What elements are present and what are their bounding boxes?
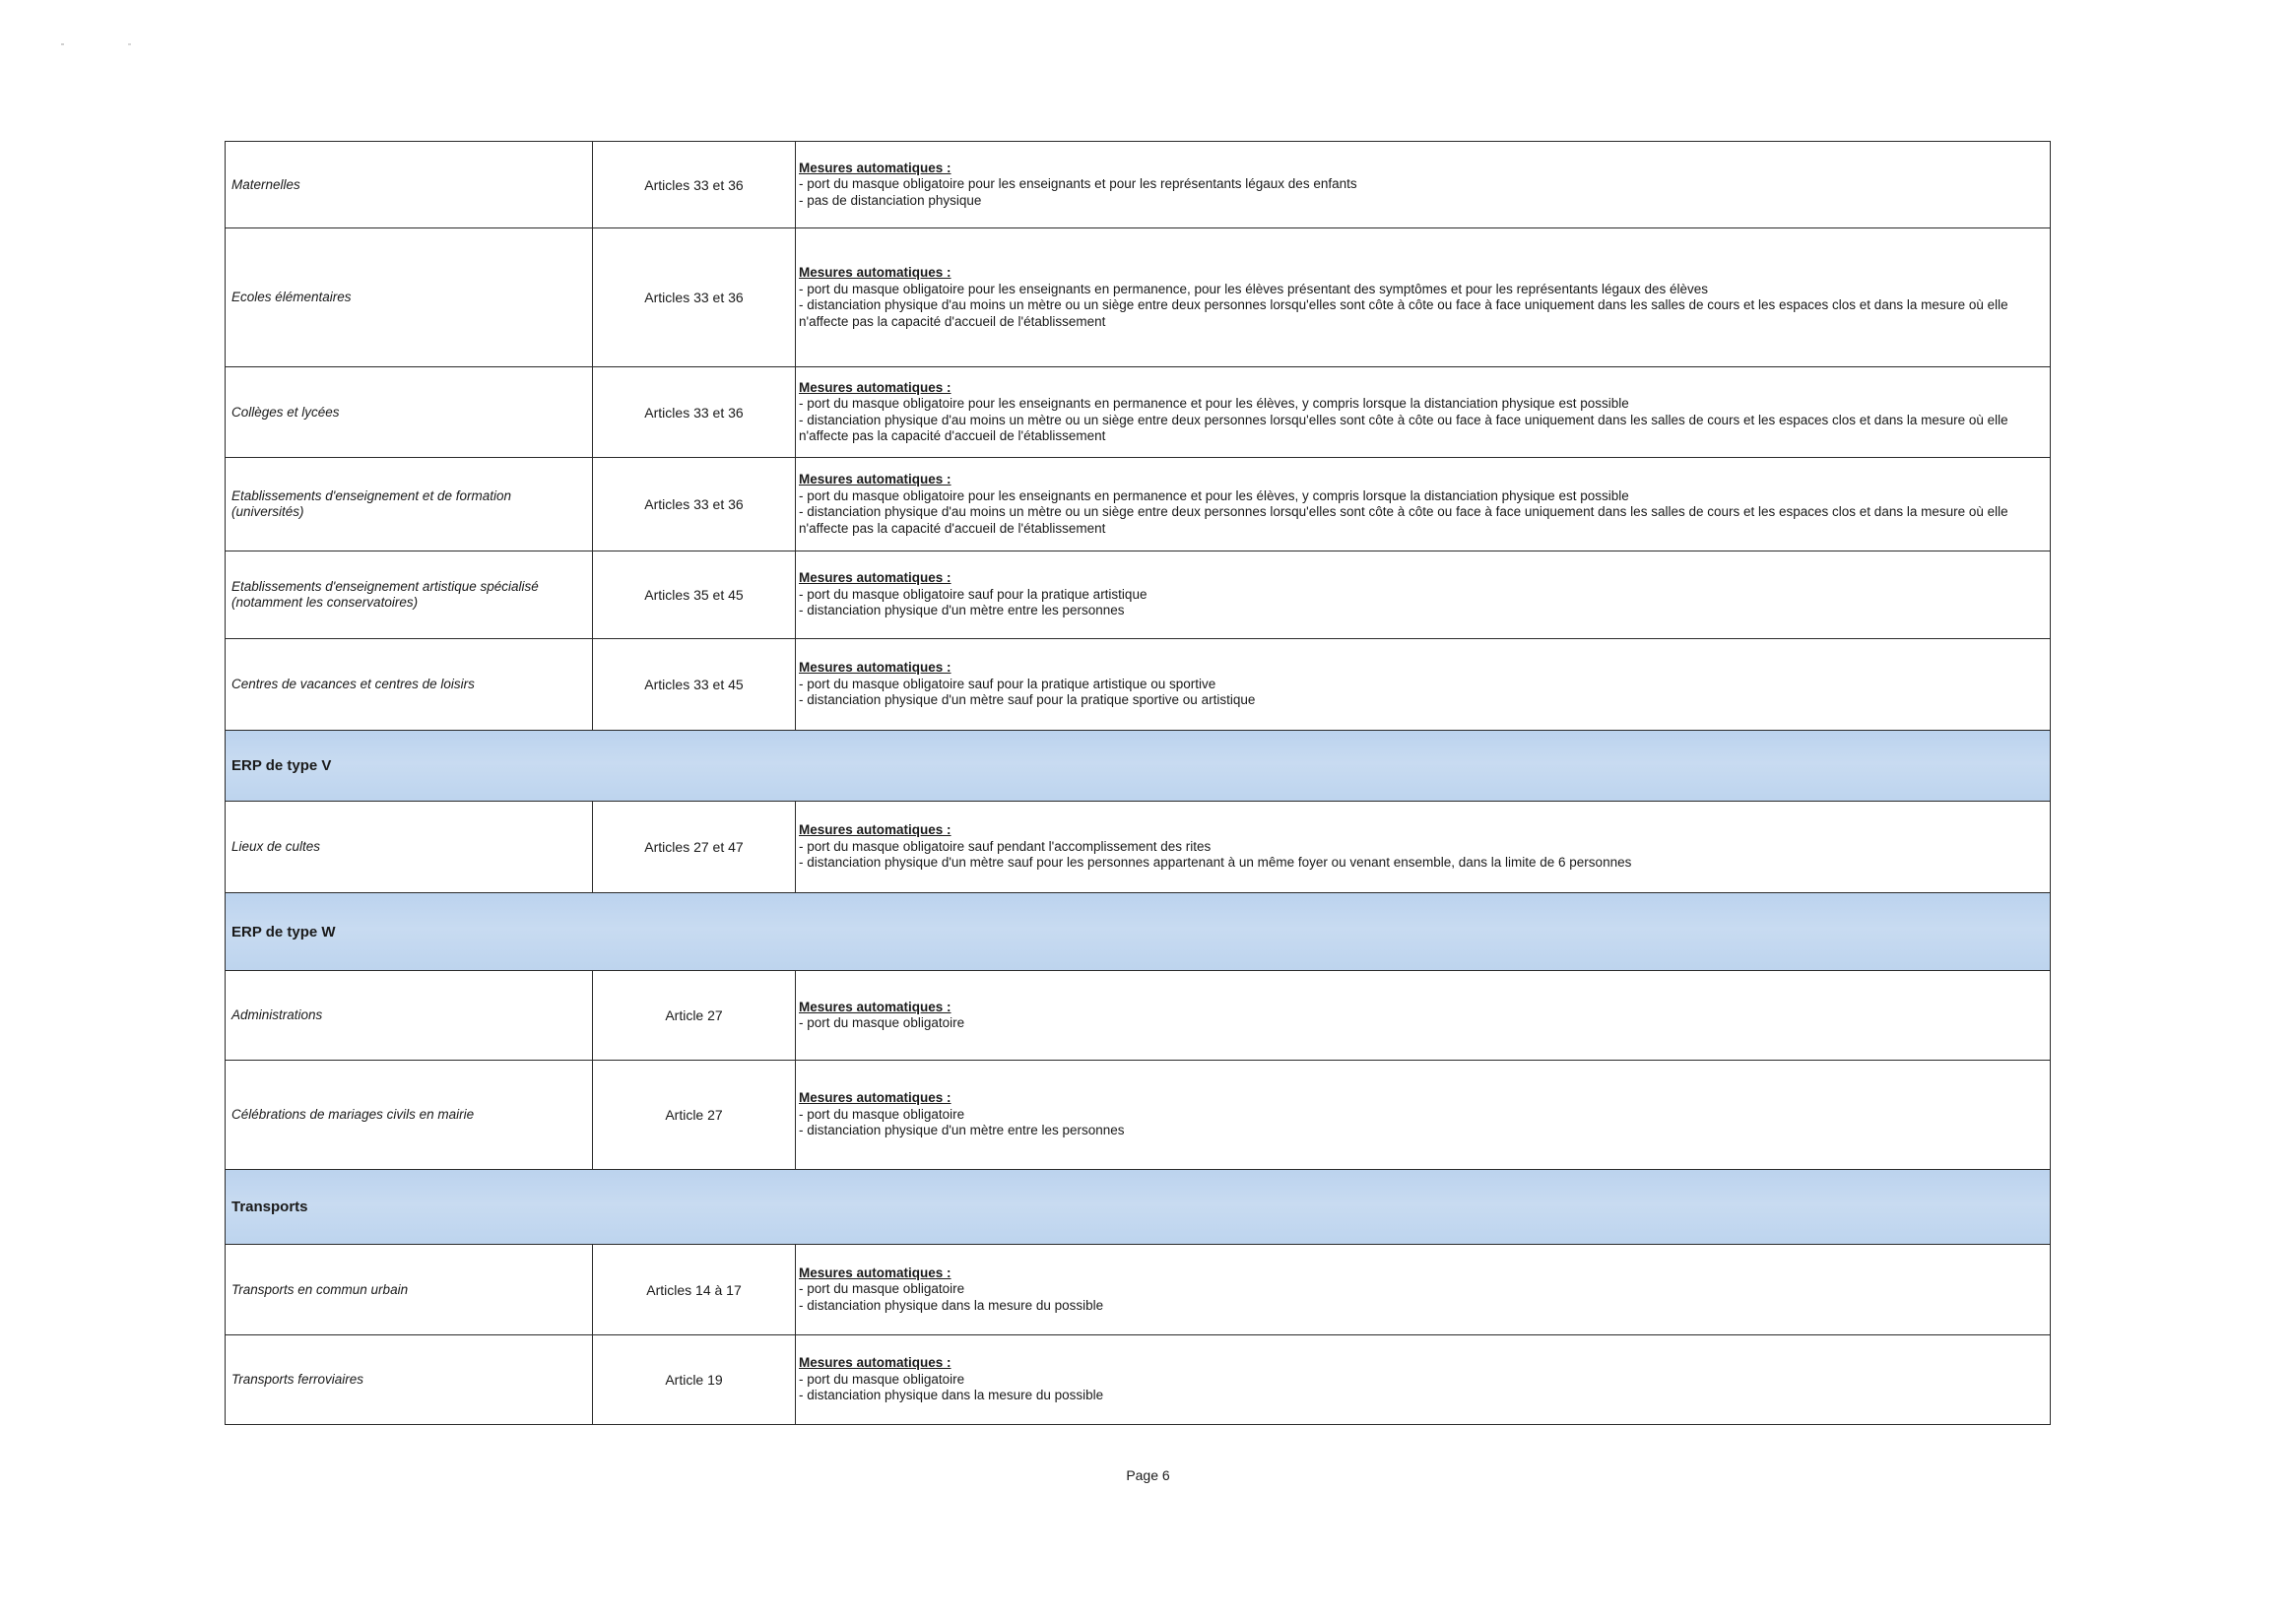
articles-cell: Articles 33 et 36	[593, 367, 796, 458]
lieu-cell: Ecoles élémentaires	[226, 228, 593, 367]
mesures-title: Mesures automatiques :	[799, 822, 951, 838]
mesures-title: Mesures automatiques :	[799, 660, 951, 676]
mesure-line: - port du masque obligatoire sauf pendant l'accomplissement des rites	[799, 838, 1212, 854]
mesure-line: - distanciation physique d'un mètre sauf pour la pratique sportive ou artistique	[799, 692, 1256, 708]
mesures-cell	[796, 458, 2051, 551]
lieu-cell: Lieux de cultes	[226, 802, 593, 893]
lieu-cell: Centres de vacances et centres de loisirs	[226, 639, 593, 731]
mesures-cell	[796, 1335, 2051, 1425]
table-row	[226, 551, 2051, 639]
mesure-line: - distanciation physique d'un mètre entre les personnes	[799, 1123, 1125, 1138]
lieu-cell: Maternelles	[226, 142, 593, 228]
articles-cell: Articles 35 et 45	[593, 551, 796, 639]
mesure-line: - port du masque obligatoire	[799, 1281, 965, 1297]
articles-cell: Articles 33 et 45	[593, 639, 796, 731]
lieu-cell: Célébrations de mariages civils en mairie	[226, 1061, 593, 1170]
mesure-line: - pas de distanciation physique	[799, 192, 982, 208]
lieu-cell: Transports en commun urbain	[226, 1245, 593, 1335]
mesure-line: - port du masque obligatoire pour les enseignants en permanence et pour les élèves, y compris lorsque la distanciation physique est possible	[799, 396, 1629, 411]
section-header-erp-v: ERP de type V	[226, 731, 2051, 802]
table-row	[226, 1061, 2051, 1170]
mesures-title: Mesures automatiques :	[799, 570, 951, 586]
section-row	[226, 893, 2051, 971]
mesures-cell	[796, 639, 2051, 731]
mesure-line: - port du masque obligatoire pour les enseignants et pour les représentants légaux des enfants	[799, 176, 1357, 192]
articles-cell: Articles 33 et 36	[593, 142, 796, 228]
table-row	[226, 639, 2051, 731]
mesures-cell	[796, 971, 2051, 1061]
articles-cell: Articles 14 à 17	[593, 1245, 796, 1335]
mesures-title: Mesures automatiques :	[799, 1355, 951, 1371]
mesure-line: - port du masque obligatoire	[799, 1371, 965, 1387]
mesure-line: - distanciation physique d'au moins un mètre ou un siège entre deux personnes lorsqu'elles sont côte à côte ou face à face uniquement dans les salles de cours et les espaces clos et dans la mesure où elle n'affecte pas la capacité d'accueil de l'établissement	[799, 297, 2008, 329]
mesures-title: Mesures automatiques :	[799, 160, 951, 175]
section-row	[226, 731, 2051, 802]
mesure-line: - port du masque obligatoire pour les enseignants en permanence, pour les élèves présentant des symptômes et pour les représentants légaux des élèves	[799, 281, 1709, 296]
table-row	[226, 458, 2051, 551]
mesures-title: Mesures automatiques :	[799, 472, 951, 486]
table-row	[226, 802, 2051, 893]
table-row	[226, 1245, 2051, 1335]
lieu-cell: Etablissements d'enseignement artistique spécialisé (notamment les conservatoires)	[226, 551, 593, 639]
mesure-line: - distanciation physique d'au moins un mètre ou un siège entre deux personnes lorsqu'elles sont côte à côte ou face à face uniquement dans les salles de cours et les espaces clos et dans la mesure où elle n'affecte pas la capacité d'accueil de l'établissement	[799, 504, 2008, 536]
mesure-line: - port du masque obligatoire pour les enseignants en permanence et pour les élèves, y compris lorsque la distanciation physique est possible	[799, 487, 1629, 503]
section-row	[226, 1170, 2051, 1245]
mesures-cell	[796, 802, 2051, 893]
mesures-cell	[796, 1061, 2051, 1170]
mesure-line: - distanciation physique d'un mètre entre les personnes	[799, 603, 1125, 618]
scan-artifact	[128, 43, 131, 45]
lieu-cell: Administrations	[226, 971, 593, 1061]
articles-cell: Article 27	[593, 971, 796, 1061]
measures-table	[225, 141, 2051, 1425]
lieu-cell: Collèges et lycées	[226, 367, 593, 458]
mesure-line: - port du masque obligatoire sauf pour la pratique artistique	[799, 586, 1148, 602]
articles-cell: Articles 33 et 36	[593, 458, 796, 551]
mesure-line: - port du masque obligatoire sauf pour la pratique artistique ou sportive	[799, 676, 1216, 691]
section-header-erp-w: ERP de type W	[226, 893, 2051, 971]
lieu-cell: Etablissements d'enseignement et de formation (universités)	[226, 458, 593, 551]
mesures-cell	[796, 228, 2051, 367]
mesures-title: Mesures automatiques :	[799, 379, 951, 395]
articles-cell: Articles 33 et 36	[593, 228, 796, 367]
scan-artifact	[61, 43, 64, 45]
table-row	[226, 367, 2051, 458]
articles-cell: Article 19	[593, 1335, 796, 1425]
table-row	[226, 228, 2051, 367]
table-row	[226, 971, 2051, 1061]
mesure-line: - distanciation physique dans la mesure du possible	[799, 1297, 1104, 1313]
mesure-line: - distanciation physique dans la mesure du possible	[799, 1388, 1104, 1403]
articles-cell: Article 27	[593, 1061, 796, 1170]
lieu-cell: Transports ferroviaires	[226, 1335, 593, 1425]
mesures-cell	[796, 367, 2051, 458]
articles-cell: Articles 27 et 47	[593, 802, 796, 893]
mesures-title: Mesures automatiques :	[799, 265, 951, 280]
section-header-transports: Transports	[226, 1170, 2051, 1245]
page-number: Page 6	[1126, 1467, 1170, 1483]
mesure-line: - port du masque obligatoire	[799, 1015, 965, 1030]
mesures-title: Mesures automatiques :	[799, 999, 951, 1014]
mesures-cell	[796, 1245, 2051, 1335]
table-row	[226, 142, 2051, 228]
mesure-line: - distanciation physique d'un mètre sauf pour les personnes appartenant à un même foyer ou venant ensemble, dans la limite de 6 personnes	[799, 855, 1632, 871]
mesure-line: - distanciation physique d'au moins un mètre ou un siège entre deux personnes lorsqu'elles sont côte à côte ou face à face uniquement dans les salles de cours et les espaces clos et dans la mesure où elle n'affecte pas la capacité d'accueil de l'établissement	[799, 412, 2008, 443]
table-row	[226, 1335, 2051, 1425]
mesures-cell	[796, 551, 2051, 639]
mesures-title: Mesures automatiques :	[799, 1090, 951, 1106]
mesure-line: - port du masque obligatoire	[799, 1106, 965, 1122]
mesures-title: Mesures automatiques :	[799, 1264, 951, 1280]
mesures-cell	[796, 142, 2051, 228]
